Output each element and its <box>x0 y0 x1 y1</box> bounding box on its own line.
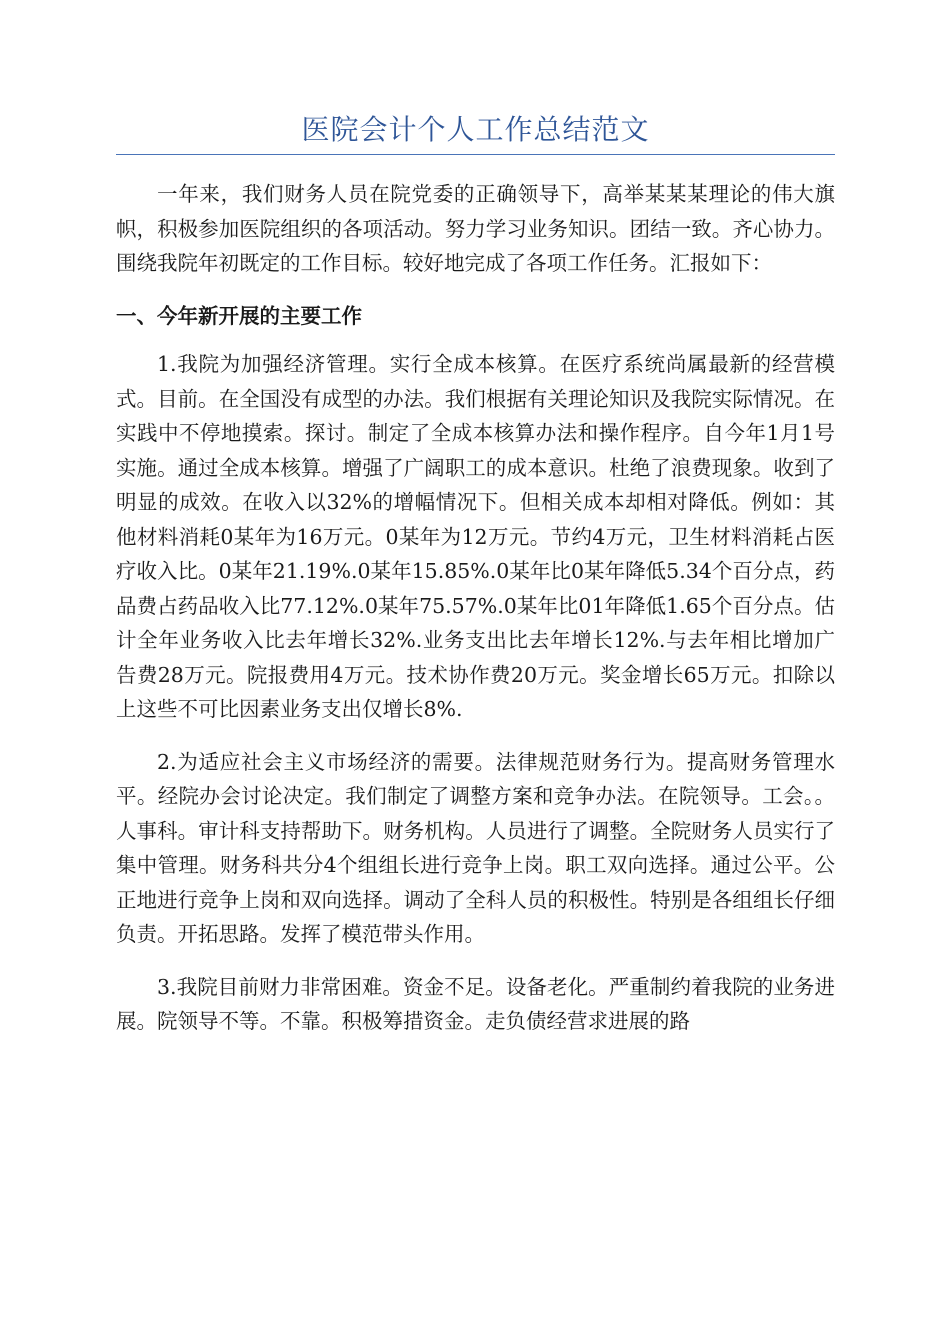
intro-paragraph: 一年来，我们财务人员在院党委的正确领导下，高举某某某理论的伟大旗帜，积极参加医院组织的各项活动。努力学习业务知识。团结一致。齐心协力。围绕我院年初既定的工作目标。较好地完成了各项工作任务。汇报如下： <box>116 182 835 275</box>
item-2-paragraph: 2.为适应社会主义市场经济的需要。法律规范财务行为。提高财务管理水平。经院办会讨论决定。我们制定了调整方案和竞争办法。在院领导。工会。。人事科。审计科支持帮助下。财务机构。人员进行了调整。全院财务人员实行了集中管理。财务科共分4个组组长进行竞争上岗。职工双向选择。通过公平。公正地进行竞争上岗和双向选择。调动了全科人员的积极性。特别是各组组长仔细负责。开拓思路。发挥了模范带头作用。 <box>116 749 835 946</box>
section-heading: 一、今年新开展的主要工作 <box>116 303 362 328</box>
page-title: 医院会计个人工作总结范文 <box>301 113 650 146</box>
title-underline <box>116 154 835 155</box>
item-3-paragraph: 3.我院目前财力非常困难。资金不足。设备老化。严重制约着我院的业务进展。院领导不等。不靠。积极筹措资金。走负债经营求进展的路 <box>116 974 835 1033</box>
document-page <box>116 110 835 1039</box>
item-1-paragraph: 1.我院为加强经济管理。实行全成本核算。在医疗系统尚属最新的经营模式。目前。在全国没有成型的办法。我们根据有关理论知识及我院实际情况。在实践中不停地摸索。探讨。制定了全成本核算办法和操作程序。自今年1月1号实施。通过全成本核算。增强了广阔职工的成本意识。杜绝了浪费现象。收到了明显的成效。在收入以32%的增幅情况下。但相关成本却相对降低。例如：其他材料消耗0某年为16万元。0某年为12万元。节约4万元，卫生材料消耗占医疗收入比。0某年21.19%.0某年15.85%.0某年比0某年降低5.34个百分点，药品费占药品收入比77.12%.0某年75.57%.0某年比01年降低1.65个百分点。估计全年业务收入比去年增长32%.业务支出比去年增长12%.与去年相比增加广告费28万元。院报费用4万元。技术协作费20万元。奖金增长65万元。扣除以上这些不可比因素业务支出仅增长8%. <box>116 352 835 721</box>
